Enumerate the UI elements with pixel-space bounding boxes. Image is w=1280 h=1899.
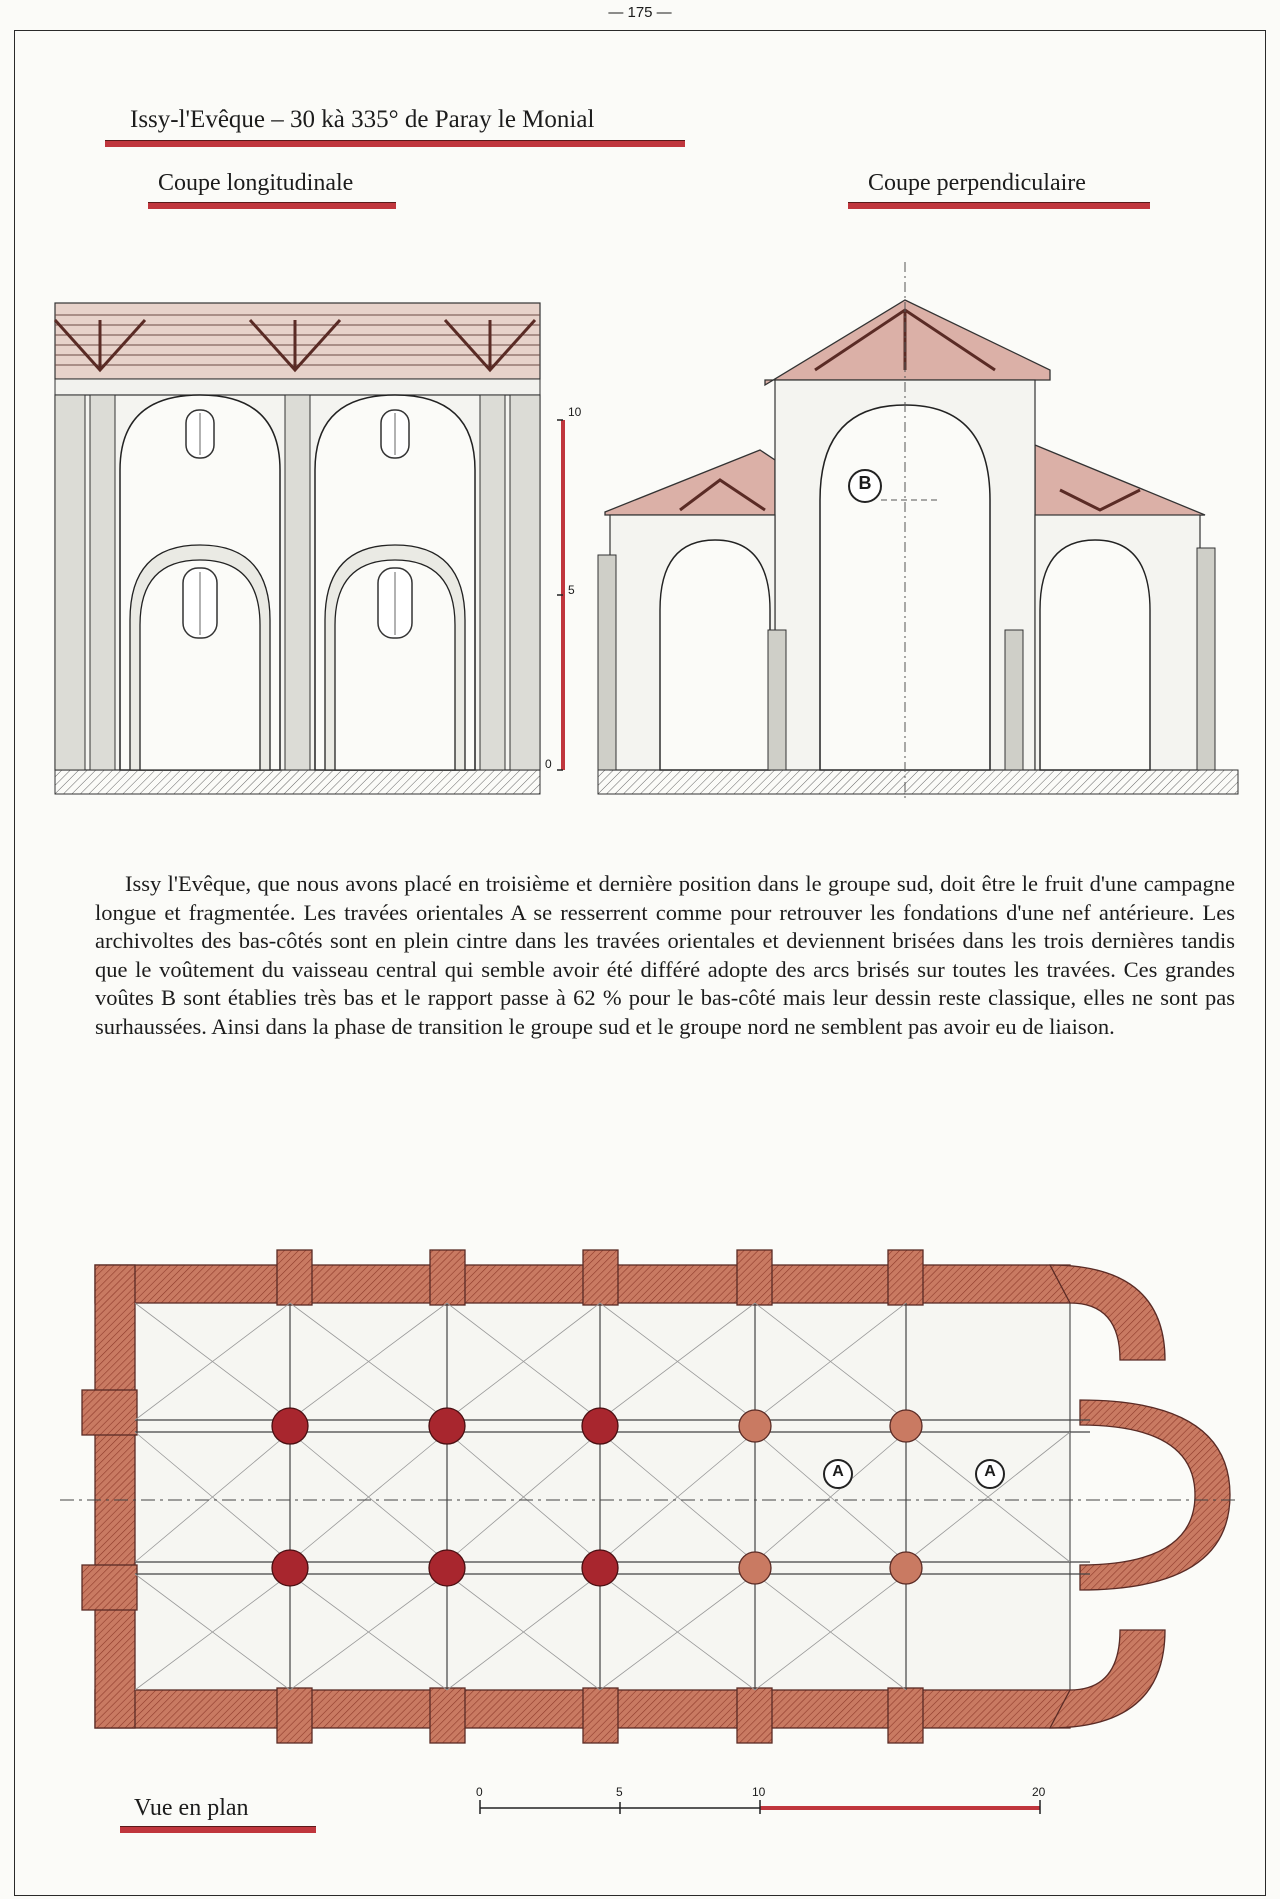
page-number: — 175 — [608,4,672,21]
plan-scale-0: 0 [476,1785,483,1799]
plan-scale-20: 20 [1032,1785,1046,1799]
section-scale-5: 5 [568,583,575,597]
plan-caption-underline [120,1826,316,1833]
plan-scale-10: 10 [752,1785,766,1799]
plan-scale-5: 5 [616,1785,623,1799]
bay-marker-a-2: A [984,1463,996,1480]
vault-marker-b: B [858,473,872,493]
body-paragraph: Issy l'Evêque, que nous avons placé en troisième et dernière position dans le groupe sud, doit être le fruit d'une campagne longue et fragmentée. Les travées orientales A se resserrent comme pour retrouver les fondations d'une nef antérieure. Les archivoltes des bas-côtés sont en plein cintre dans les travées orientales et deviennent brisées dans les trois dernières tandis que le voûtement du vaisseau central qui semble avoir été différé adopte des arcs brisés sur toutes les travées. Ces grandes voûtes B sont établies très bas et le rapport passe à 62 % pour le bas-côté mais leur dessin reste classique, elles ne sont pas surhaussées. Ainsi dans la phase de transition le groupe sud et le groupe nord ne semblent pas avoir eu de liaison. [95,871,1235,1039]
plan-caption: Vue en plan [134,1795,249,1821]
section-scale-0: 0 [545,757,552,771]
perpendicular-section-title: Coupe perpendiculaire [868,170,1086,196]
page-title: Issy-l'Evêque – 30 kà 335° de Paray le Monial [130,106,595,133]
bay-marker-a-1: A [832,1463,844,1480]
page-number-value: 175 [627,4,653,21]
section-scale-10: 10 [568,405,582,419]
longitudinal-section-title: Coupe longitudinale [158,170,354,196]
